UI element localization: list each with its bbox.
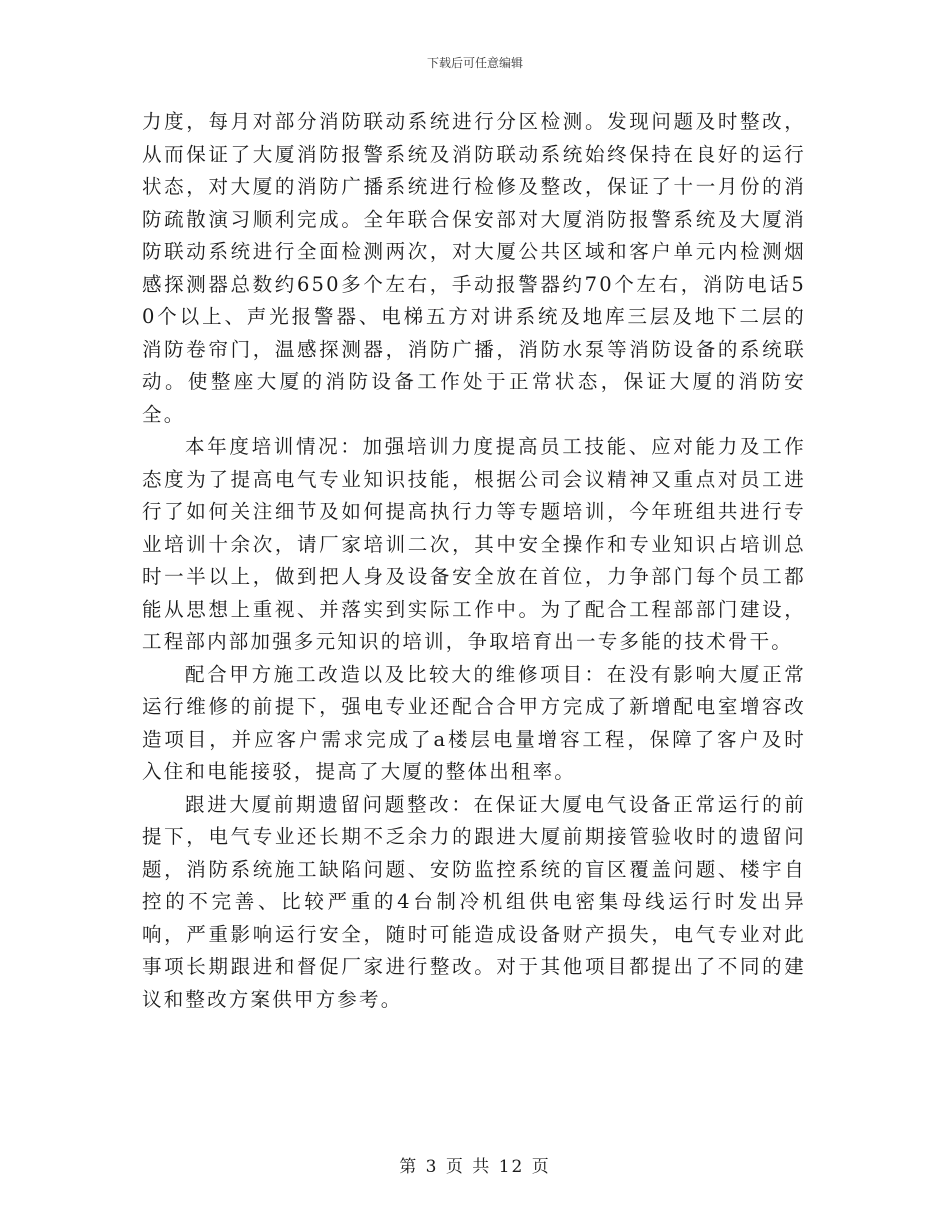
paragraph-legacy-issues: 跟进大厦前期遗留问题整改：在保证大厦电气设备正常运行的前提下，电气专业还长期不乏余力的跟进大厦前期接管验收时的遗留问题，消防系统施工缺陷问题、安防监控系统的盲区覆盖问题、楼宇自控的不完善、比较严重的4台制冷机组供电密集母线运行时发出异响，严重影响运行安全，随时可能造成设备财产损失，电气专业对此事项长期跟进和督促厂家进行整改。对于其他项目都提出了不同的建议和整改方案供甲方参考。 bbox=[142, 792, 806, 1011]
document-body bbox=[142, 106, 806, 1016]
page-header: 下载后可任意编辑 bbox=[426, 56, 523, 70]
page-number-footer: 第 3 页 共 12 页 bbox=[399, 1157, 551, 1177]
paragraph-renovation: 配合甲方施工改造以及比较大的维修项目：在没有影响大厦正常运行维修的前提下，强电专业还配合合甲方完成了新增配电室增容改造项目，并应客户需求完成了a楼层电量增容工程，保障了客户及时入住和电能接驳，提高了大厦的整体出租率。 bbox=[142, 662, 806, 783]
paragraph-training: 本年度培训情况：加强培训力度提高员工技能、应对能力及工作态度为了提高电气专业知识技能，根据公司会议精神又重点对员工进行了如何关注细节及如何提高执行力等专题培训，今年班组共进行专业培训十余次，请厂家培训二次，其中安全操作和专业知识占培训总时一半以上，做到把人身及设备安全放在首位，力争部门每个员工都能从思想上重视、并落实到实际工作中。为了配合工程部部门建设，工程部内部加强多元知识的培训，争取培育出一专多能的技术骨干。 bbox=[142, 435, 806, 653]
paragraph-fire-system: 力度，每月对部分消防联动系统进行分区检测。发现问题及时整改，从而保证了大厦消防报警系统及消防联动系统始终保持在良好的运行状态，对大厦的消防广播系统进行检修及整改，保证了十一月份的消防疏散演习顺利完成。全年联合保安部对大厦消防报警系统及大厦消防联动系统进行全面检测两次，对大厦公共区域和客户单元内检测烟感探测器总数约650多个左右，手动报警器约70个左右，消防电话50个以上、声光报警器、电梯五方对讲系统及地库三层及地下二层的消防卷帘门，温感探测器，消防广播，消防水泵等消防设备的系统联动。使整座大厦的消防设备工作处于正常状态，保证大厦的消防安全。 bbox=[142, 110, 806, 426]
